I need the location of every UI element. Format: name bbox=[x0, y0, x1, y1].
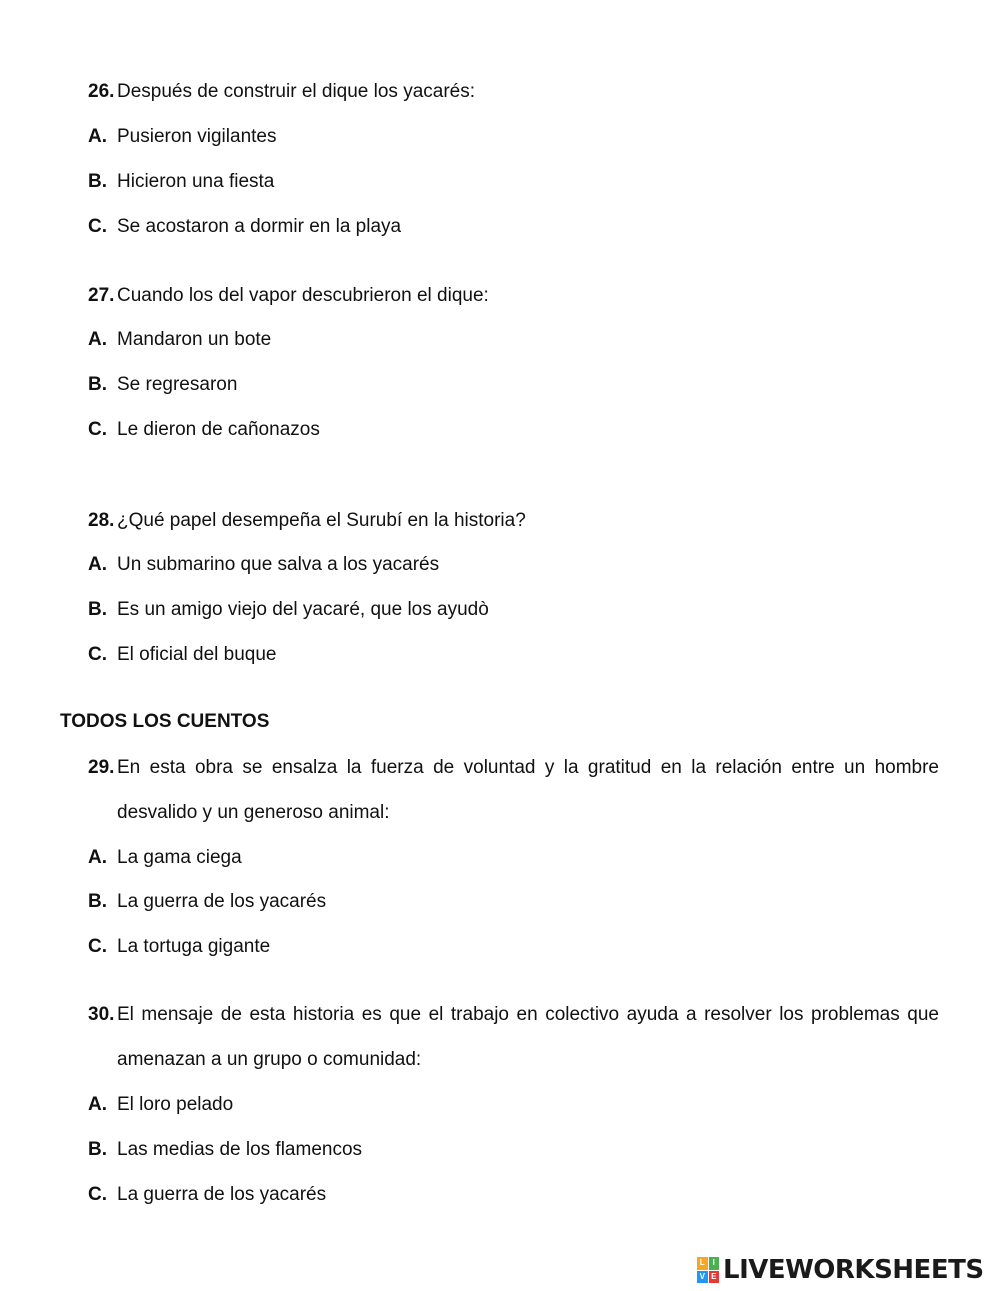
question-30-option-c[interactable]: La guerra de los yacarés bbox=[117, 1184, 327, 1205]
question-28-option-c-letter: C. bbox=[88, 644, 107, 665]
logo-mark-e: E bbox=[709, 1271, 720, 1284]
question-27-option-b-letter: B. bbox=[88, 374, 107, 395]
question-28-option-a-letter: A. bbox=[88, 554, 107, 575]
question-30-option-b[interactable]: Las medias de los flamencos bbox=[117, 1139, 363, 1160]
question-29-number: 29. bbox=[88, 757, 115, 778]
question-28-option-b-letter: B. bbox=[88, 599, 107, 620]
liveworksheets-logo-text: LIVEWORKSHEETS bbox=[723, 1255, 984, 1285]
question-26-option-a-letter: A. bbox=[88, 126, 107, 147]
question-30-text-line2: amenazan a un grupo o comunidad: bbox=[117, 1049, 422, 1070]
question-30-text-line1: El mensaje de esta historia es que el trabajo en colectivo ayuda a resolver los problemas que bbox=[117, 1004, 939, 1025]
question-27-option-c-letter: C. bbox=[88, 419, 107, 440]
question-27-text: Cuando los del vapor descubrieron el dique: bbox=[117, 285, 489, 306]
question-29-option-c-letter: C. bbox=[88, 936, 107, 957]
question-27-number: 27. bbox=[88, 285, 115, 306]
logo-mark-l: L bbox=[697, 1257, 708, 1270]
question-26-option-a[interactable]: Pusieron vigilantes bbox=[117, 126, 277, 147]
question-29-option-b-letter: B. bbox=[88, 891, 107, 912]
logo-mark-i: I bbox=[709, 1257, 720, 1270]
question-26-option-c-letter: C. bbox=[88, 216, 107, 237]
question-26-option-c[interactable]: Se acostaron a dormir en la playa bbox=[117, 216, 402, 237]
question-27-option-b[interactable]: Se regresaron bbox=[117, 374, 238, 395]
question-29-option-a[interactable]: La gama ciega bbox=[117, 847, 242, 868]
question-29-option-a-letter: A. bbox=[88, 847, 107, 868]
question-26-option-b-letter: B. bbox=[88, 171, 107, 192]
question-26-number: 26. bbox=[88, 81, 115, 102]
question-29-option-c[interactable]: La tortuga gigante bbox=[117, 936, 271, 957]
question-26-option-b[interactable]: Hicieron una fiesta bbox=[117, 171, 275, 192]
liveworksheets-logo-icon bbox=[697, 1257, 719, 1283]
question-30-option-b-letter: B. bbox=[88, 1139, 107, 1160]
section-heading: TODOS LOS CUENTOS bbox=[60, 711, 270, 732]
question-27-option-c[interactable]: Le dieron de cañonazos bbox=[117, 419, 320, 440]
question-27-option-a-letter: A. bbox=[88, 329, 107, 350]
question-30-option-c-letter: C. bbox=[88, 1184, 107, 1205]
liveworksheets-logo bbox=[697, 1252, 984, 1288]
question-28-text: ¿Qué papel desempeña el Surubí en la historia? bbox=[117, 510, 526, 531]
question-29-text-line1: En esta obra se ensalza la fuerza de voluntad y la gratitud en la relación entre un hombre bbox=[117, 757, 939, 778]
question-28-option-c[interactable]: El oficial del buque bbox=[117, 644, 277, 665]
question-27-option-a[interactable]: Mandaron un bote bbox=[117, 329, 272, 350]
question-26-text: Después de construir el dique los yacarés: bbox=[117, 81, 476, 102]
question-29-option-b[interactable]: La guerra de los yacarés bbox=[117, 891, 327, 912]
question-30-option-a[interactable]: El loro pelado bbox=[117, 1094, 234, 1115]
question-28-option-b[interactable]: Es un amigo viejo del yacaré, que los ayudò bbox=[117, 599, 489, 620]
question-29-text-line2: desvalido y un generoso animal: bbox=[117, 802, 390, 823]
question-28-number: 28. bbox=[88, 510, 115, 531]
logo-mark-v: V bbox=[697, 1271, 708, 1284]
question-30-option-a-letter: A. bbox=[88, 1094, 107, 1115]
question-28-option-a[interactable]: Un submarino que salva a los yacarés bbox=[117, 554, 440, 575]
question-30-number: 30. bbox=[88, 1004, 115, 1025]
